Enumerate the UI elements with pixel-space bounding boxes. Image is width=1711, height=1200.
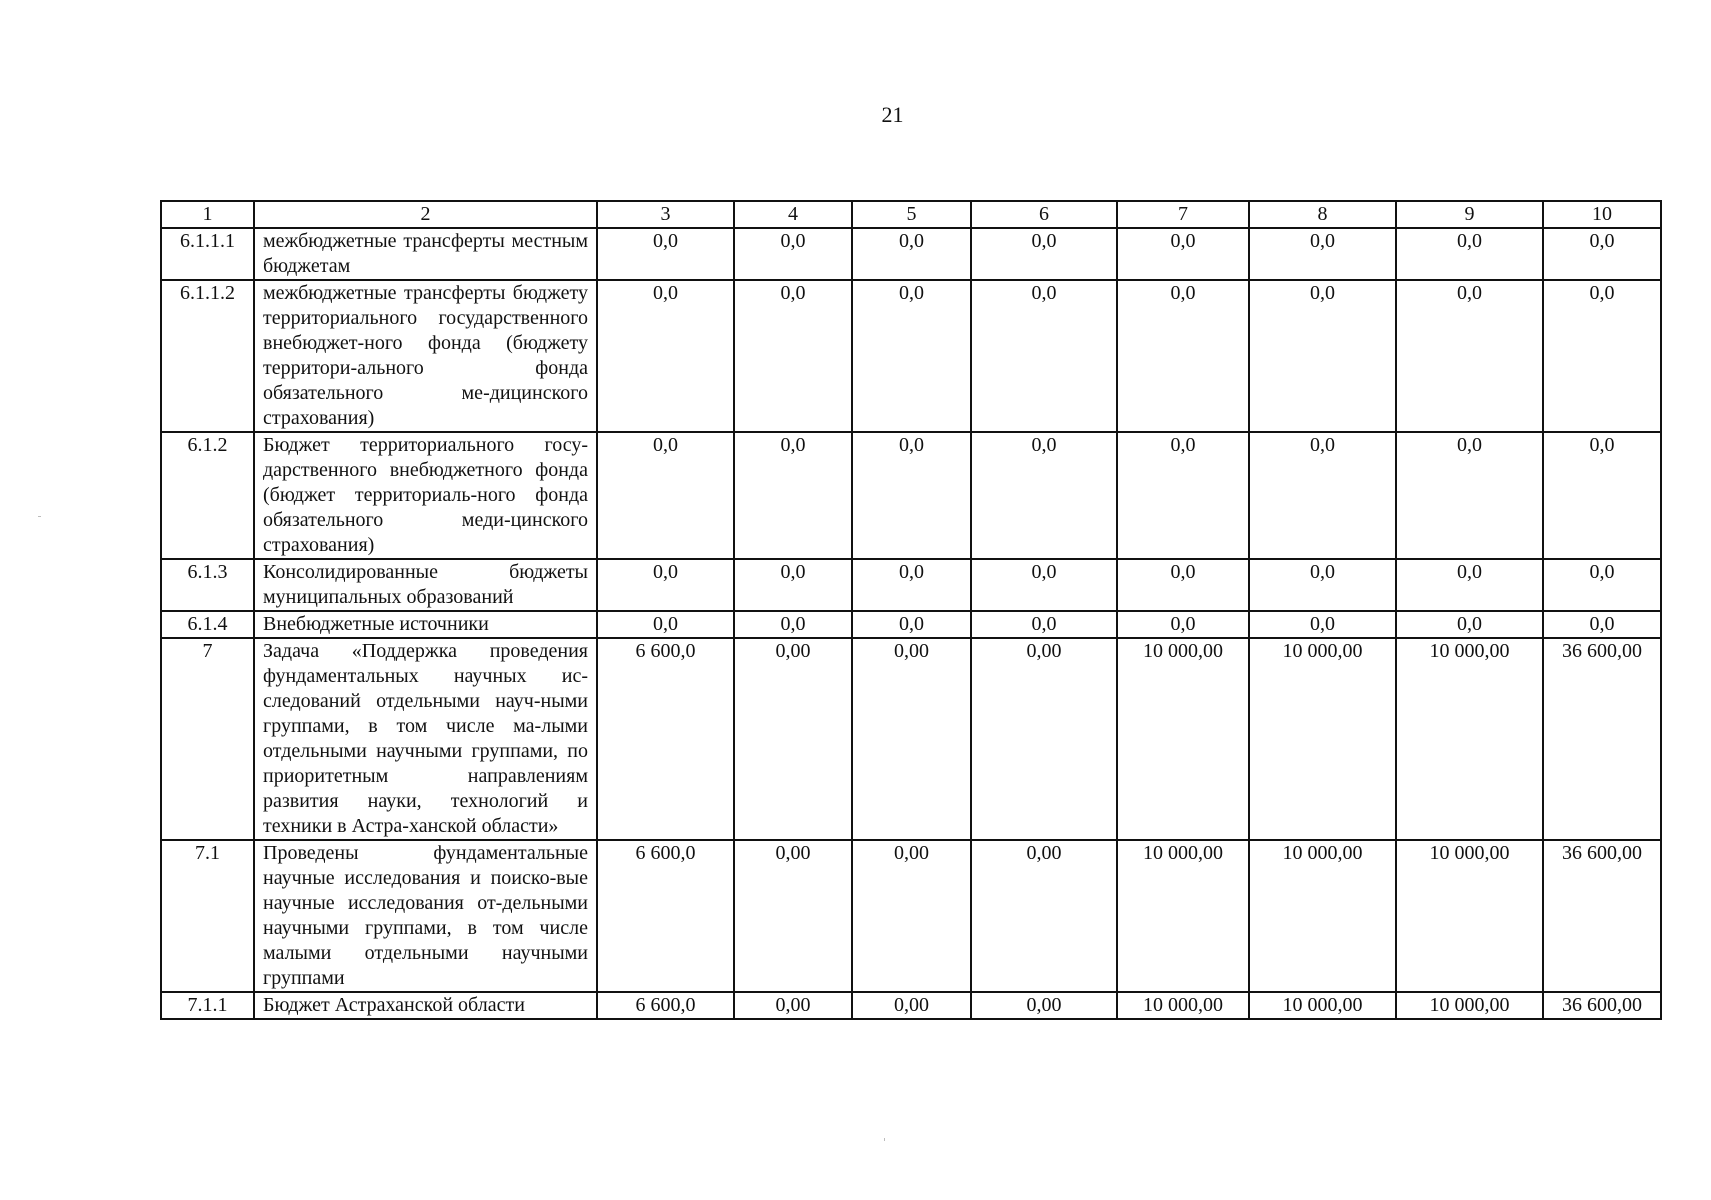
row-value-col-5: 0,0 <box>852 611 971 638</box>
row-value-col-9: 0,0 <box>1396 559 1543 611</box>
row-value-col-9: 0,0 <box>1396 280 1543 432</box>
column-header-4: 4 <box>734 201 852 228</box>
row-description: межбюджетные трансферты местным бюджетам <box>254 228 597 280</box>
row-value-col-6: 0,0 <box>971 559 1117 611</box>
row-value-col-7: 10 000,00 <box>1117 638 1249 840</box>
row-value-col-7: 0,0 <box>1117 280 1249 432</box>
row-value-col-8: 0,0 <box>1249 228 1396 280</box>
row-value-col-10: 36 600,00 <box>1543 840 1661 992</box>
row-value-col-7: 0,0 <box>1117 611 1249 638</box>
table-row <box>161 559 1661 611</box>
row-value-col-4: 0,0 <box>734 559 852 611</box>
column-header-3: 3 <box>597 201 734 228</box>
table-row <box>161 432 1661 559</box>
row-value-col-5: 0,0 <box>852 280 971 432</box>
row-value-col-6: 0,0 <box>971 280 1117 432</box>
row-value-col-9: 10 000,00 <box>1396 840 1543 992</box>
table-row <box>161 992 1661 1019</box>
row-value-col-8: 0,0 <box>1249 611 1396 638</box>
row-value-col-10: 0,0 <box>1543 432 1661 559</box>
row-value-col-8: 10 000,00 <box>1249 992 1396 1019</box>
row-code: 7.1 <box>161 840 254 992</box>
row-value-col-7: 10 000,00 <box>1117 840 1249 992</box>
row-description: Проведены фундаментальные научные исследования и поиско-вые научные исследования от-дельными научными группами, в том числе малыми отдельными научными группами <box>254 840 597 992</box>
table-row <box>161 228 1661 280</box>
row-value-col-4: 0,0 <box>734 280 852 432</box>
scan-speck <box>38 516 41 517</box>
row-code: 7 <box>161 638 254 840</box>
row-value-col-4: 0,0 <box>734 228 852 280</box>
row-value-col-4: 0,00 <box>734 638 852 840</box>
row-value-col-4: 0,00 <box>734 992 852 1019</box>
row-value-col-6: 0,00 <box>971 992 1117 1019</box>
row-value-col-9: 10 000,00 <box>1396 638 1543 840</box>
row-value-col-9: 10 000,00 <box>1396 992 1543 1019</box>
row-value-col-3: 0,0 <box>597 280 734 432</box>
row-value-col-10: 36 600,00 <box>1543 638 1661 840</box>
row-value-col-10: 0,0 <box>1543 559 1661 611</box>
column-header-7: 7 <box>1117 201 1249 228</box>
column-header-6: 6 <box>971 201 1117 228</box>
row-value-col-10: 0,0 <box>1543 228 1661 280</box>
row-value-col-10: 0,0 <box>1543 280 1661 432</box>
row-value-col-3: 6 600,0 <box>597 840 734 992</box>
row-description: Задача «Поддержка проведения фундаментальных научных ис-следований отдельными науч-ными группами, в том числе ма-лыми отдельными научными группами, по приоритетным направлениям развития науки, технологий и техники в Астра-ханской области» <box>254 638 597 840</box>
row-description: Бюджет территориального госу-дарственного внебюджетного фонда (бюджет территориаль-ного фонда обязательного меди-цинского страхования) <box>254 432 597 559</box>
row-value-col-9: 0,0 <box>1396 228 1543 280</box>
row-description: Внебюджетные источники <box>254 611 597 638</box>
row-value-col-5: 0,00 <box>852 638 971 840</box>
row-code: 6.1.3 <box>161 559 254 611</box>
column-header-1: 1 <box>161 201 254 228</box>
table-row <box>161 840 1661 992</box>
page-number: 21 <box>881 102 904 127</box>
row-value-col-6: 0,00 <box>971 840 1117 992</box>
column-header-8: 8 <box>1249 201 1396 228</box>
row-value-col-8: 0,0 <box>1249 559 1396 611</box>
row-value-col-7: 0,0 <box>1117 559 1249 611</box>
row-value-col-3: 6 600,0 <box>597 992 734 1019</box>
row-value-col-8: 0,0 <box>1249 280 1396 432</box>
row-value-col-3: 0,0 <box>597 559 734 611</box>
row-value-col-10: 36 600,00 <box>1543 992 1661 1019</box>
row-value-col-6: 0,0 <box>971 611 1117 638</box>
row-code: 6.1.2 <box>161 432 254 559</box>
row-code: 6.1.4 <box>161 611 254 638</box>
table-row <box>161 280 1661 432</box>
row-value-col-6: 0,0 <box>971 432 1117 559</box>
table-row <box>161 638 1661 840</box>
row-description: Консолидированные бюджеты муниципальных образований <box>254 559 597 611</box>
row-value-col-3: 0,0 <box>597 432 734 559</box>
row-value-col-5: 0,00 <box>852 840 971 992</box>
row-description: Бюджет Астраханской области <box>254 992 597 1019</box>
table-body <box>161 228 1661 1019</box>
row-code: 7.1.1 <box>161 992 254 1019</box>
row-value-col-7: 0,0 <box>1117 228 1249 280</box>
row-value-col-8: 10 000,00 <box>1249 638 1396 840</box>
budget-table <box>160 200 1662 1020</box>
row-value-col-10: 0,0 <box>1543 611 1661 638</box>
row-value-col-5: 0,0 <box>852 432 971 559</box>
row-description: межбюджетные трансферты бюджету территориального государственного внебюджет-ного фонда (бюджету территори-ального фонда обязательного ме-дицинского страхования) <box>254 280 597 432</box>
row-value-col-5: 0,0 <box>852 559 971 611</box>
row-value-col-3: 0,0 <box>597 611 734 638</box>
row-value-col-5: 0,00 <box>852 992 971 1019</box>
column-header-9: 9 <box>1396 201 1543 228</box>
row-value-col-6: 0,00 <box>971 638 1117 840</box>
row-value-col-6: 0,0 <box>971 228 1117 280</box>
column-header-10: 10 <box>1543 201 1661 228</box>
row-value-col-3: 6 600,0 <box>597 638 734 840</box>
row-value-col-5: 0,0 <box>852 228 971 280</box>
row-value-col-7: 10 000,00 <box>1117 992 1249 1019</box>
row-value-col-3: 0,0 <box>597 228 734 280</box>
row-value-col-9: 0,0 <box>1396 611 1543 638</box>
column-header-2: 2 <box>254 201 597 228</box>
scan-speck <box>884 1138 885 1141</box>
row-value-col-8: 10 000,00 <box>1249 840 1396 992</box>
row-value-col-8: 0,0 <box>1249 432 1396 559</box>
row-value-col-7: 0,0 <box>1117 432 1249 559</box>
row-code: 6.1.1.1 <box>161 228 254 280</box>
row-value-col-9: 0,0 <box>1396 432 1543 559</box>
row-value-col-4: 0,0 <box>734 432 852 559</box>
column-number-row <box>161 201 1661 228</box>
row-value-col-4: 0,0 <box>734 611 852 638</box>
column-header-5: 5 <box>852 201 971 228</box>
row-value-col-4: 0,00 <box>734 840 852 992</box>
table-row <box>161 611 1661 638</box>
row-code: 6.1.1.2 <box>161 280 254 432</box>
